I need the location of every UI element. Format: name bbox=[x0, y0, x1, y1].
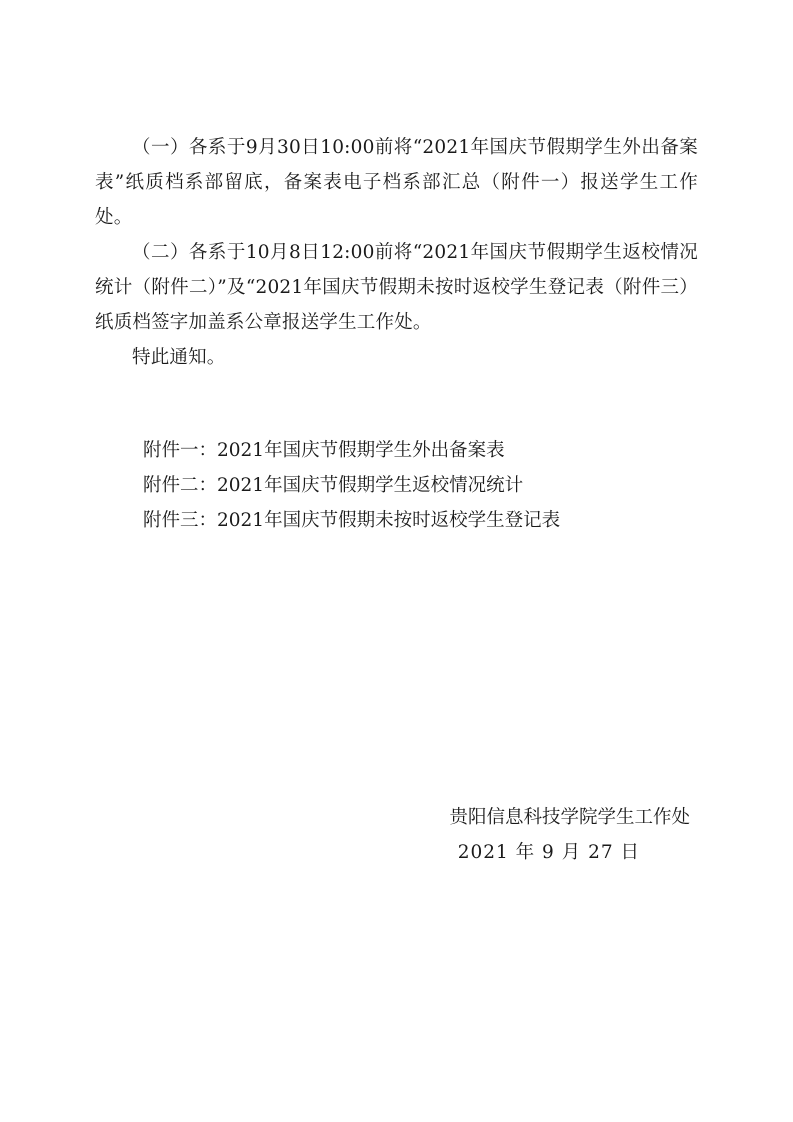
signature-date: 2021 年 9 月 27 日 bbox=[457, 842, 640, 863]
attachment-item-2: 附件二：2021年国庆节假期学生返校情况统计 bbox=[143, 475, 524, 496]
attachment-list bbox=[95, 433, 698, 538]
document-body bbox=[95, 130, 698, 375]
signature-block bbox=[0, 800, 698, 870]
signature-organization: 贵阳信息科技学院学生工作处 bbox=[449, 807, 690, 828]
attachment-item-1: 附件一：2021年国庆节假期学生外出备案表 bbox=[143, 440, 505, 461]
paragraph-one: （一）各系于9月30日10:00前将“2021年国庆节假期学生外出备案表”纸质档系部留底，备案表电子档系部汇总（附件一）报送学生工作处。 bbox=[95, 137, 698, 228]
paragraph-closing: 特此通知。 bbox=[132, 347, 226, 368]
attachment-item-3: 附件三：2021年国庆节假期未按时返校学生登记表 bbox=[143, 510, 561, 531]
paragraph-two: （二）各系于10月8日12:00前将“2021年国庆节假期学生返校情况统计（附件二）”及“2021年国庆节假期未按时返校学生登记表（附件三）纸质档签字加盖系公章报送学生工作处。 bbox=[95, 242, 698, 333]
